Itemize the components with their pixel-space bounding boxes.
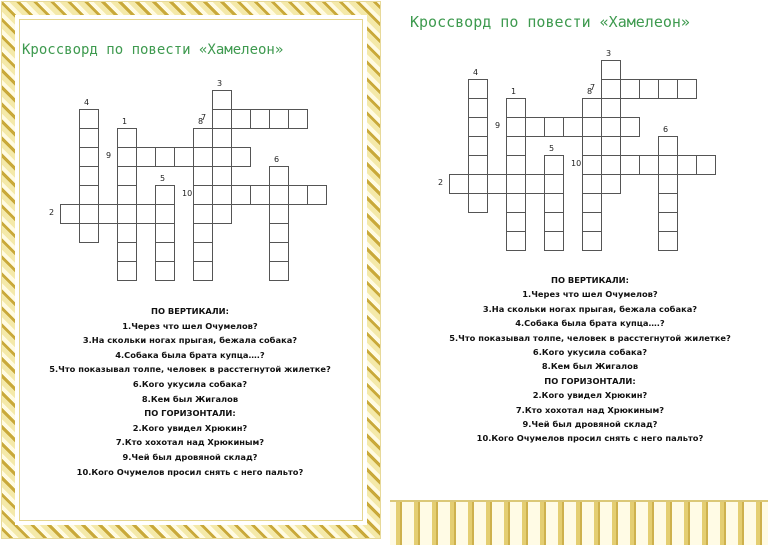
crossword-cell (155, 261, 175, 281)
horizontal-header: ПО ГОРИЗОНТАЛИ: (144, 408, 236, 419)
crossword-cell (212, 204, 232, 224)
clue-number-8: 8 (587, 87, 593, 96)
crossword-cell (155, 147, 175, 167)
crossword-cell (468, 136, 488, 156)
crossword-cell (582, 212, 602, 232)
crossword-cell (582, 174, 602, 194)
clue-vertical-3: 3.На скольки ногах прыгая, бежала собака? (82, 335, 298, 346)
crossword-cell (117, 128, 137, 148)
clue-number-9: 9 (495, 121, 501, 130)
crossword-cell (468, 193, 488, 213)
crossword-grid-left (49, 79, 320, 290)
crossword-cell (658, 193, 678, 213)
crossword-cell (506, 174, 526, 194)
clue-horizontal-2: 2.Кого увидел Хрюкин? (532, 390, 648, 401)
vertical-header: ПО ВЕРТИКАЛИ: (151, 306, 229, 316)
crossword-cell (269, 185, 289, 205)
crossword-cell (468, 79, 488, 99)
crossword-cell (117, 261, 137, 281)
ornamental-border-bottom (390, 500, 768, 545)
crossword-cell (639, 155, 659, 175)
crossword-cell (468, 174, 488, 194)
clue-horizontal-10: 10.Кого Очумелов просил снять с него пальто? (476, 433, 704, 444)
crossword-cell (601, 174, 621, 194)
crossword-cell (506, 231, 526, 251)
crossword-cell (212, 128, 232, 148)
crossword-cell (269, 242, 289, 262)
crossword-cell (193, 147, 213, 167)
crossword-cell (117, 204, 137, 224)
crossword-cell (117, 242, 137, 262)
crossword-cell (582, 193, 602, 213)
crossword-cell (269, 109, 289, 129)
crossword-cell (506, 193, 526, 213)
crossword-cell (677, 79, 697, 99)
crossword-cell (269, 166, 289, 186)
crossword-cell (468, 98, 488, 118)
crossword-cell (601, 117, 621, 137)
crossword-cell (231, 147, 251, 167)
clue-number-6: 6 (274, 155, 280, 164)
crossword-cell (487, 174, 507, 194)
crossword-cell (620, 79, 640, 99)
clue-horizontal-7: 7.Кто хохотал над Хрюкиным? (515, 404, 665, 415)
crossword-cell (155, 223, 175, 243)
clue-number-10: 10 (182, 189, 193, 198)
clue-horizontal-9: 9.Чей был дровяной склад? (522, 419, 658, 430)
crossword-cell (117, 185, 137, 205)
clue-horizontal-7: 7.Кто хохотал над Хрюкиным? (115, 437, 265, 448)
clue-number-5: 5 (549, 144, 555, 153)
clue-vertical-4: 4.Собака была брата купца….? (115, 349, 265, 360)
clue-vertical-3: 3.На скольки ногах прыгая, бежала собака? (482, 303, 698, 314)
crossword-cell (525, 174, 545, 194)
crossword-cell (269, 261, 289, 281)
crossword-cell (307, 185, 327, 205)
crossword-cell (136, 204, 156, 224)
crossword-cell (79, 204, 99, 224)
crossword-cell (601, 155, 621, 175)
crossword-cell (79, 223, 99, 243)
crossword-cell (155, 204, 175, 224)
crossword-cell (193, 128, 213, 148)
crossword-cell (582, 136, 602, 156)
crossword-cell (525, 117, 545, 137)
crossword-cell (174, 147, 194, 167)
crossword-cell (212, 147, 232, 167)
crossword-cell (212, 109, 232, 129)
crossword-cell (155, 185, 175, 205)
crossword-cell (677, 155, 697, 175)
horizontal-header: ПО ГОРИЗОНТАЛИ: (544, 375, 636, 386)
crossword-cell (193, 242, 213, 262)
crossword-cell (79, 128, 99, 148)
crossword-cell (506, 136, 526, 156)
clue-vertical-8: 8.Кем был Жигалов (141, 393, 239, 404)
crossword-cell (658, 79, 678, 99)
crossword-cell (658, 212, 678, 232)
clue-number-4: 4 (84, 98, 90, 107)
page-title-left: Кроссворд по повести «Хамелеон» (22, 42, 284, 58)
clue-number-8: 8 (198, 117, 204, 126)
crossword-cell (658, 231, 678, 251)
crossword-cell (582, 231, 602, 251)
crossword-cell (193, 185, 213, 205)
crossword-cell (212, 185, 232, 205)
crossword-cell (117, 147, 137, 167)
crossword-cell (212, 166, 232, 186)
clue-number-7: 7 (590, 83, 596, 92)
clue-horizontal-10: 10.Кого Очумелов просил снять с него пальто? (76, 466, 304, 477)
crossword-cell (506, 212, 526, 232)
crossword-cell (620, 155, 640, 175)
crossword-cell (658, 136, 678, 156)
crossword-cell (231, 109, 251, 129)
crossword-cell (79, 166, 99, 186)
crossword-cell (79, 147, 99, 167)
crossword-cell (544, 231, 564, 251)
clue-number-7: 7 (201, 113, 207, 122)
clue-number-4: 4 (473, 68, 479, 77)
clue-vertical-4: 4.Собака была брата купца….? (515, 318, 665, 329)
crossword-cell (544, 174, 564, 194)
crossword-cell (582, 155, 602, 175)
crossword-cell (544, 193, 564, 213)
clue-number-6: 6 (663, 125, 669, 134)
crossword-cell (658, 174, 678, 194)
crossword-cell (79, 185, 99, 205)
crossword-cell (288, 185, 308, 205)
crossword-cell (506, 155, 526, 175)
clue-list-left (40, 304, 340, 479)
vertical-header: ПО ВЕРТИКАЛИ: (551, 275, 629, 285)
crossword-cell (193, 223, 213, 243)
clue-number-1: 1 (511, 87, 517, 96)
crossword-cell (563, 117, 583, 137)
clue-number-1: 1 (122, 117, 128, 126)
crossword-cell (658, 155, 678, 175)
crossword-cell (468, 117, 488, 137)
clue-vertical-1: 1.Через что шел Очумелов? (122, 320, 258, 331)
crossword-cell (468, 155, 488, 175)
crossword-cell (193, 261, 213, 281)
crossword-cell (136, 147, 156, 167)
clue-number-9: 9 (106, 151, 112, 160)
crossword-cell (288, 109, 308, 129)
crossword-cell (544, 212, 564, 232)
clue-list-right (440, 273, 740, 446)
crossword-cell (601, 60, 621, 80)
crossword-cell (601, 136, 621, 156)
clue-vertical-1: 1.Через что шел Очумелов? (522, 289, 658, 300)
crossword-cell (193, 166, 213, 186)
clue-horizontal-9: 9.Чей был дровяной склад? (122, 451, 258, 462)
crossword-cell (449, 174, 469, 194)
crossword-cell (60, 204, 80, 224)
crossword-cell (193, 204, 213, 224)
clue-horizontal-2: 2.Кого увидел Хрюкин? (132, 422, 248, 433)
crossword-grid-right (438, 49, 709, 260)
crossword-cell (506, 117, 526, 137)
crossword-cell (696, 155, 716, 175)
crossword-cell (231, 185, 251, 205)
crossword-cell (639, 79, 659, 99)
crossword-cell (601, 98, 621, 118)
crossword-cell (79, 109, 99, 129)
crossword-cell (117, 166, 137, 186)
crossword-cell (250, 185, 270, 205)
crossword-cell (117, 223, 137, 243)
crossword-cell (506, 98, 526, 118)
clue-number-5: 5 (160, 174, 166, 183)
clue-number-10: 10 (571, 159, 582, 168)
crossword-cell (544, 155, 564, 175)
crossword-cell (250, 109, 270, 129)
crossword-cell (98, 204, 118, 224)
clue-number-3: 3 (217, 79, 223, 88)
crossword-cell (269, 223, 289, 243)
clue-vertical-6: 6.Кого укусила собака? (532, 347, 648, 358)
crossword-cell (155, 242, 175, 262)
crossword-cell (544, 117, 564, 137)
clue-number-3: 3 (606, 49, 612, 58)
crossword-cell (620, 117, 640, 137)
crossword-cell (269, 204, 289, 224)
crossword-cell (582, 117, 602, 137)
crossword-cell (601, 79, 621, 99)
clue-vertical-5: 5.Что показывал толпе, человек в расстегнутой жилетке? (49, 364, 331, 375)
clue-vertical-5: 5.Что показывал толпе, человек в расстегнутой жилетке? (449, 332, 731, 343)
clue-vertical-8: 8.Кем был Жигалов (541, 361, 639, 372)
clue-number-2: 2 (49, 208, 55, 217)
crossword-cell (582, 98, 602, 118)
clue-vertical-6: 6.Кого укусила собака? (132, 378, 248, 389)
crossword-cell (212, 90, 232, 110)
clue-number-2: 2 (438, 178, 444, 187)
page-title-right: Кроссворд по повести «Хамелеон» (410, 13, 690, 31)
